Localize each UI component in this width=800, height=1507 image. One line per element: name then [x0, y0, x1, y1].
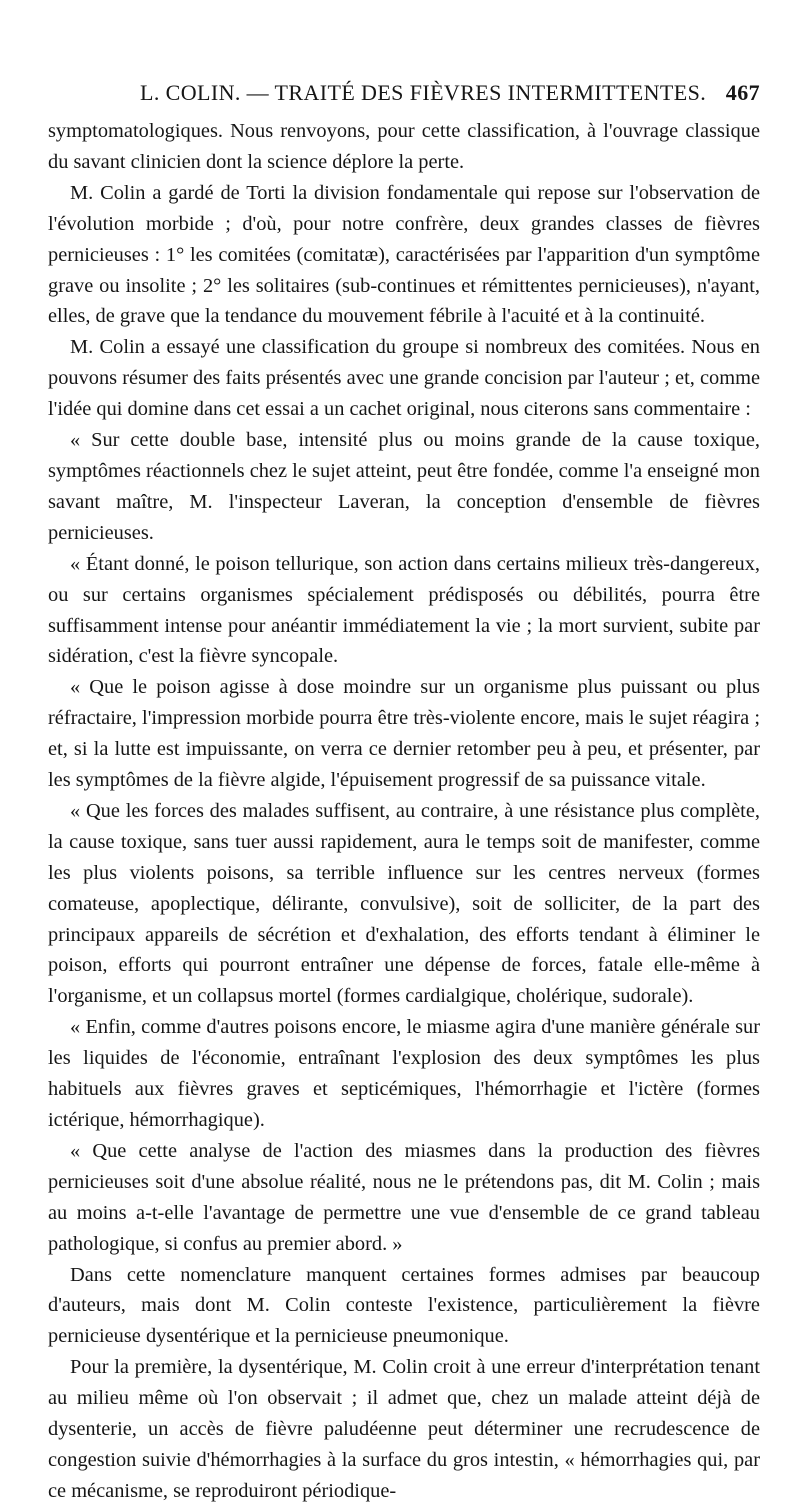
running-title: L. COLIN. — TRAITÉ DES FIÈVRES INTERMITTENTES.	[140, 80, 707, 105]
paragraph-continuation: symptomatologiques. Nous renvoyons, pour cette classification, à l'ouvrage classique du savant clinicien dont la science déplore la perte.	[48, 120, 760, 173]
paragraph-quote-enfin: « Enfin, comme d'autres poisons encore, le miasme agira d'une manière générale sur les liquides de l'économie, entraînant l'explosion des deux symptômes les plus habituels aux fièvres graves et septicémiques, l'hémorrhagie et l'ictère (formes ictérique, hémorrhagique).	[48, 1016, 760, 1131]
paragraph-classification: M. Colin a essayé une classification du groupe si nombreux des comitées. Nous en pouvons résumer des faits présentés avec une grande concision par l'auteur ; et, comme l'idée qui domine dans cet essai a un cachet original, nous citerons sans commentaire :	[48, 336, 760, 421]
paragraph-dysenterique: Pour la première, la dysentérique, M. Colin croit à une erreur d'interprétation tenant au milieu même où l'on observait ; il admet que, chez un malade atteint déjà de dysenterie, un accès de fièvre paludéenne peut déterminer une recrudescence de congestion suivie d'hémorrhagies à la surface du gros intestin, « hémorrhagies qui, par ce mécanisme, se reproduiront périodique-	[48, 1356, 760, 1502]
paragraph-quote-forces: « Que les forces des malades suffisent, au contraire, à une résistance plus complète, la cause toxique, sans tuer aussi rapidement, aura le temps soit de manifester, comme les plus violents poisons, sa terrible influence sur les centres nerveux (formes comateuse, apoplectique, délirante, convulsive), soit de solliciter, de la part des principaux appareils de sécrétion et d'exhalation, des efforts tendant à éliminer le poison, efforts qui pourront entraîner une dépense de forces, fatale elle-même à l'organisme, et un collapsus mortel (formes cardialgique, cholérique, sudorale).	[48, 799, 760, 1008]
paragraph-nomenclature: Dans cette nomenclature manquent certaines formes admises par beaucoup d'auteurs, mais dont M. Colin conteste l'existence, particulièrement la fièvre pernicieuse dysentérique et la pernicieuse pneumonique.	[48, 1263, 760, 1348]
paragraph-quote-analyse: « Que cette analyse de l'action des miasmes dans la production des fièvres pernicieuses soit d'une absolue réalité, nous ne le prétendons pas, dit M. Colin ; mais au moins a-t-elle l'avantage de permettre une vue d'ensemble de ce grand tableau pathologique, si confus au premier abord. »	[48, 1139, 760, 1255]
paragraph-quote-algide: « Que le poison agisse à dose moindre sur un organisme plus puissant ou plus réfractaire, l'impression morbide pourra être très-violente encore, mais le sujet réagira ; et, si la lutte est impuissante, on verra ce dernier retomber peu à peu, et présenter, par les symptômes de la fièvre algide, l'épuisement progressif de sa puissance vitale.	[48, 676, 760, 792]
book-page	[48, 80, 760, 1507]
page-header	[48, 80, 760, 114]
paragraph-quote-syncopale: « Étant donné, le poison tellurique, son action dans certains milieux très-dangereux, ou sur certains organismes spécialement prédisposés ou débilités, pourra être suffisamment intense pour anéantir immédiatement la vie ; la mort survient, subite par sidération, c'est la fièvre syncopale.	[48, 552, 760, 668]
paragraph-quote-double-base: « Sur cette double base, intensité plus ou moins grande de la cause toxique, symptômes réactionnels chez le sujet atteint, peut être fondée, comme l'a enseigné mon savant maître, M. l'inspecteur Laveran, la conception d'ensemble de fièvres pernicieuses.	[48, 429, 760, 544]
body-text	[48, 116, 760, 1507]
paragraph-torti-division: M. Colin a gardé de Torti la division fondamentale qui repose sur l'observation de l'évolution morbide ; d'où, pour notre confrère, deux grandes classes de fièvres pernicieuses : 1° les comitées (comitatæ), caractérisées par l'apparition d'un symptôme grave ou insolite ; 2° les solitaires (sub-continues et rémittentes pernicieuses), n'ayant, elles, de grave que la tendance du mouvement fébrile à l'acuité et à la continuité.	[48, 181, 760, 328]
page-number: 467	[725, 80, 760, 105]
